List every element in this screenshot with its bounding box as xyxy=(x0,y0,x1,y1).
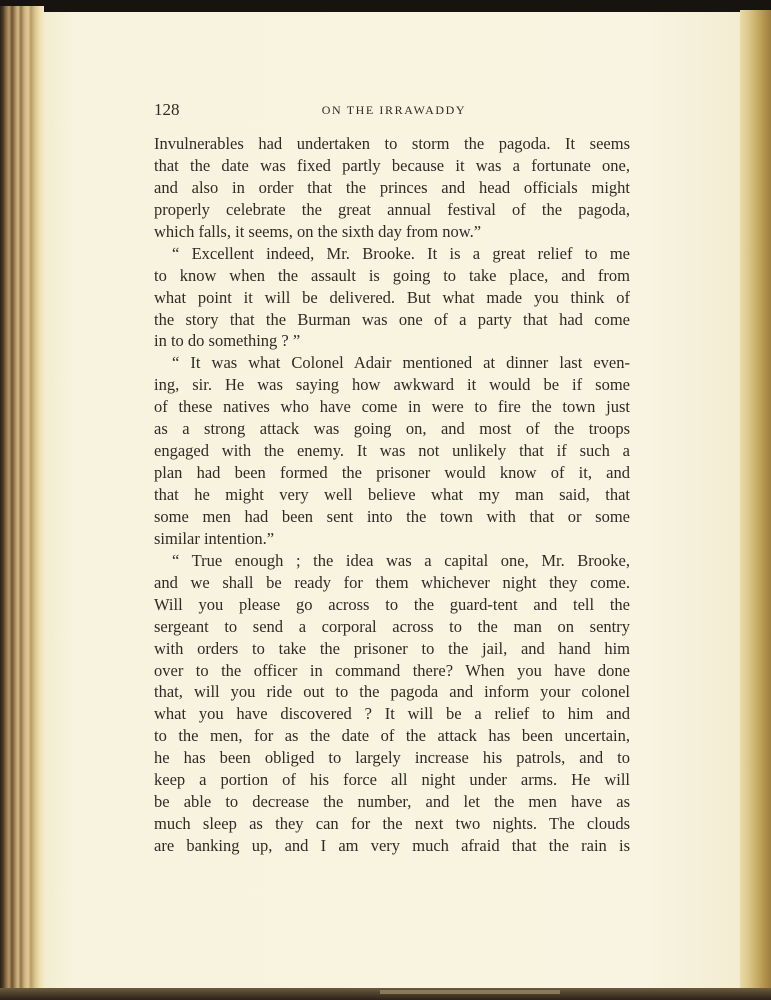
text-line: of these natives who have come in were to fire the town just xyxy=(154,397,630,417)
text-line: engaged with the enemy. It was not unlikely that if such a xyxy=(154,441,630,461)
text-line: “ Excellent indeed, Mr. Brooke. It is a great relief to me xyxy=(172,243,630,263)
text-line: and also in order that the princes and head officials might xyxy=(154,177,630,197)
text-line: to know when the assault is going to take place, and from xyxy=(154,265,630,285)
page-edge-right xyxy=(740,10,771,1000)
text-line: as a strong attack was going on, and most of the troops xyxy=(154,419,630,439)
text-line: what you have discovered ? It will be a relief to him and xyxy=(154,704,630,724)
text-line: to the men, for as the date of the attack has been uncertain, xyxy=(154,726,630,746)
text-line: “ True enough ; the idea was a capital one, Mr. Brooke, xyxy=(172,550,630,570)
text-line: that, will you ride out to the pagoda and inform your colonel xyxy=(154,682,630,702)
text-line: much sleep as they can for the next two nights. The clouds xyxy=(154,814,630,834)
text-line: he has been obliged to largely increase his patrols, and to xyxy=(154,748,630,768)
text-line: what point it will be delivered. But what made you think of xyxy=(154,287,630,307)
text-line: keep a portion of his force all night under arms. He will xyxy=(154,770,630,790)
text-line: Will you please go across to the guard-tent and tell the xyxy=(154,594,630,614)
page-number: 128 xyxy=(154,100,180,119)
text-line: plan had been formed the prisoner would know of it, and xyxy=(154,463,630,483)
text-line: Invulnerables had undertaken to storm the pagoda. It seems xyxy=(154,134,630,153)
text-line: properly celebrate the great annual festival of the pagoda, xyxy=(154,199,630,219)
text-line: are banking up, and I am very much afraid that the rain is xyxy=(154,836,630,855)
text-line: “ It was what Colonel Adair mentioned at dinner last even- xyxy=(172,353,630,373)
bottom-edge-mark xyxy=(380,990,560,994)
text-line: that the date was fixed partly because it was a fortunate one, xyxy=(154,155,630,175)
text-line: over to the officer in command there? When you have done xyxy=(154,660,630,680)
text-line: the story that the Burman was one of a party that had come xyxy=(154,309,630,329)
text-line: similar intention.” xyxy=(154,528,275,548)
top-scan-border xyxy=(0,0,771,12)
text-line: be able to decrease the number, and let the men have as xyxy=(154,792,630,812)
text-line: which falls, it seems, on the sixth day from now.” xyxy=(154,221,482,241)
text-line: in to do something ? ” xyxy=(154,331,301,351)
body-text xyxy=(154,133,630,857)
text-line: ing, sir. He was saying how awkward it would be if some xyxy=(154,375,630,395)
page-header xyxy=(154,100,634,120)
running-head: ON THE IRRAWADDY xyxy=(321,103,467,117)
text-line: some men had been sent into the town with that or some xyxy=(154,506,630,526)
text-line: with orders to take the prisoner to the jail, and hand him xyxy=(154,638,630,658)
text-line: sergeant to send a corporal across to the man on sentry xyxy=(154,616,630,636)
text-line: and we shall be ready for them whichever night they come. xyxy=(154,572,630,592)
book-spine xyxy=(0,6,44,1000)
text-line: that he might very well believe what my man said, that xyxy=(154,485,630,504)
